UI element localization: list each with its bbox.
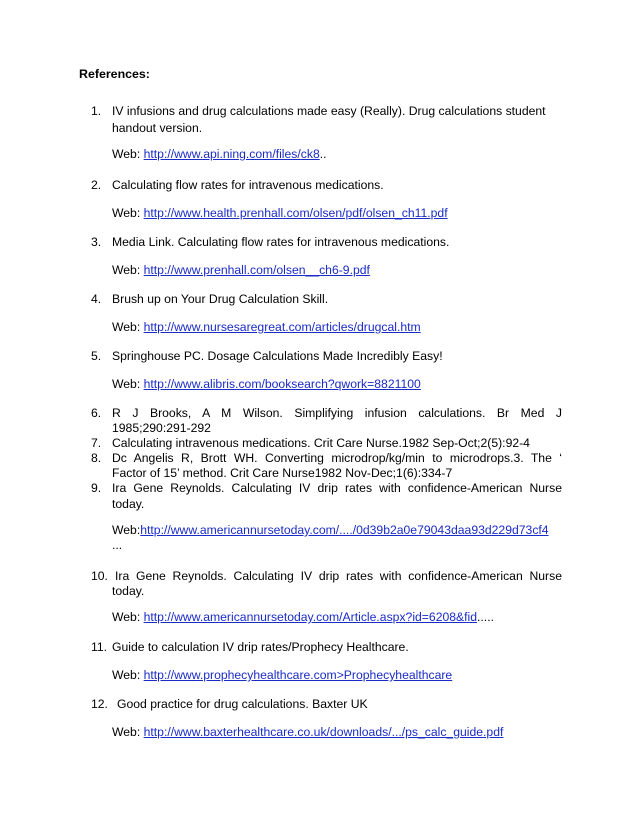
item-text-line: today. (112, 497, 145, 511)
item-number: 7. (91, 436, 102, 450)
web-line (112, 610, 494, 625)
reference-link[interactable]: http://www.americannursetoday.com/..../0d39b2a0e79043daa93d229d73cf4 (140, 523, 549, 537)
web-label: Web: (112, 377, 144, 391)
item-text-line: Ira Gene Reynolds. Calculating IV drip rates with confidence-American Nurse (112, 481, 562, 495)
web-line (112, 206, 448, 221)
item-number: 9. (91, 481, 102, 495)
item-text-line: Factor of 15’ method. Crit Care Nurse1982 Nov-Dec;1(6):334-7 (112, 466, 453, 480)
item-text-line: Ira Gene Reynolds. Calculating IV drip rates with confidence-American Nurse (115, 569, 562, 583)
reference-link[interactable]: http://www.api.ning.com/files/ck8 (143, 147, 320, 161)
reference-link[interactable]: http://www.prenhall.com/olsen__ch6-9.pdf (143, 263, 370, 277)
item-number: 12. (91, 697, 108, 711)
web-label: Web: (112, 263, 144, 277)
item-number: 10. (91, 569, 108, 583)
item-number: 6. (91, 406, 102, 420)
reference-link[interactable]: http://www.baxterhealthcare.co.uk/downloads/.../ps_calc_guide.pdf (143, 725, 504, 739)
item-text-line: Brush up on Your Drug Calculation Skill. (112, 292, 329, 306)
item-text-line: IV infusions and drug calculations made easy (Really). Drug calculations student (112, 104, 546, 118)
references-heading: References: (79, 67, 150, 81)
item-text-line: Calculating flow rates for intravenous medications. (112, 178, 384, 192)
item-number: 8. (91, 451, 102, 465)
web-label: Web: (112, 206, 144, 220)
web-label: Web: (112, 320, 144, 334)
web-line (112, 320, 421, 335)
link-continuation: ... (112, 538, 123, 552)
item-number: 1. (91, 104, 102, 118)
web-line (112, 263, 370, 278)
reference-link[interactable]: http://www.nursesaregreat.com/articles/drugcal.htm (143, 320, 421, 334)
item-text-line: Calculating intravenous medications. Crit Care Nurse.1982 Sep-Oct;2(5):92-4 (112, 436, 530, 450)
web-line (112, 377, 421, 392)
web-label: Web: (112, 725, 144, 739)
item-number: 2. (91, 178, 102, 192)
reference-link[interactable]: http://www.prophecyhealthcare.com>Prophecyhealthcare (143, 668, 453, 682)
item-text-line: Media Link. Calculating flow rates for intravenous medications. (112, 235, 450, 249)
reference-link[interactable]: http://www.americannursetoday.com/Article.aspx?id=6208&fid (143, 610, 478, 624)
reference-link[interactable]: http://www.health.prenhall.com/olsen/pdf/olsen_ch11.pdf (143, 206, 448, 220)
link-suffix: .. (319, 147, 327, 161)
item-number: 11. (91, 640, 108, 654)
web-label: Web: (112, 147, 144, 161)
item-text-line: handout version. (112, 121, 203, 135)
web-line (112, 523, 549, 538)
item-number: 3. (91, 235, 102, 249)
web-line (112, 725, 503, 740)
item-text-line: R J Brooks, A M Wilson. Simplifying infusion calculations. Br Med J (112, 406, 562, 420)
web-line (112, 147, 327, 162)
item-text-line: Guide to calculation IV drip rates/Prophecy Healthcare. (112, 640, 409, 654)
link-suffix: ..... (477, 610, 494, 624)
web-label: Web: (112, 668, 144, 682)
item-text-line: 1985;290:291-292 (112, 421, 211, 435)
web-line (112, 668, 452, 683)
item-text-line: today. (112, 584, 145, 598)
item-number: 4. (91, 292, 102, 306)
item-text-line: Springhouse PC. Dosage Calculations Made Incredibly Easy! (112, 349, 443, 363)
reference-link[interactable]: http://www.alibris.com/booksearch?qwork=8821100 (143, 377, 421, 391)
item-text-line: Dc Angelis R, Brott WH. Converting microdrop/kg/min to microdrops.3. The ‘ (112, 451, 562, 465)
web-label: Web: (112, 610, 144, 624)
item-number: 5. (91, 349, 102, 363)
item-text-line: Good practice for drug calculations. Baxter UK (117, 697, 368, 711)
web-label: Web: (112, 523, 141, 537)
